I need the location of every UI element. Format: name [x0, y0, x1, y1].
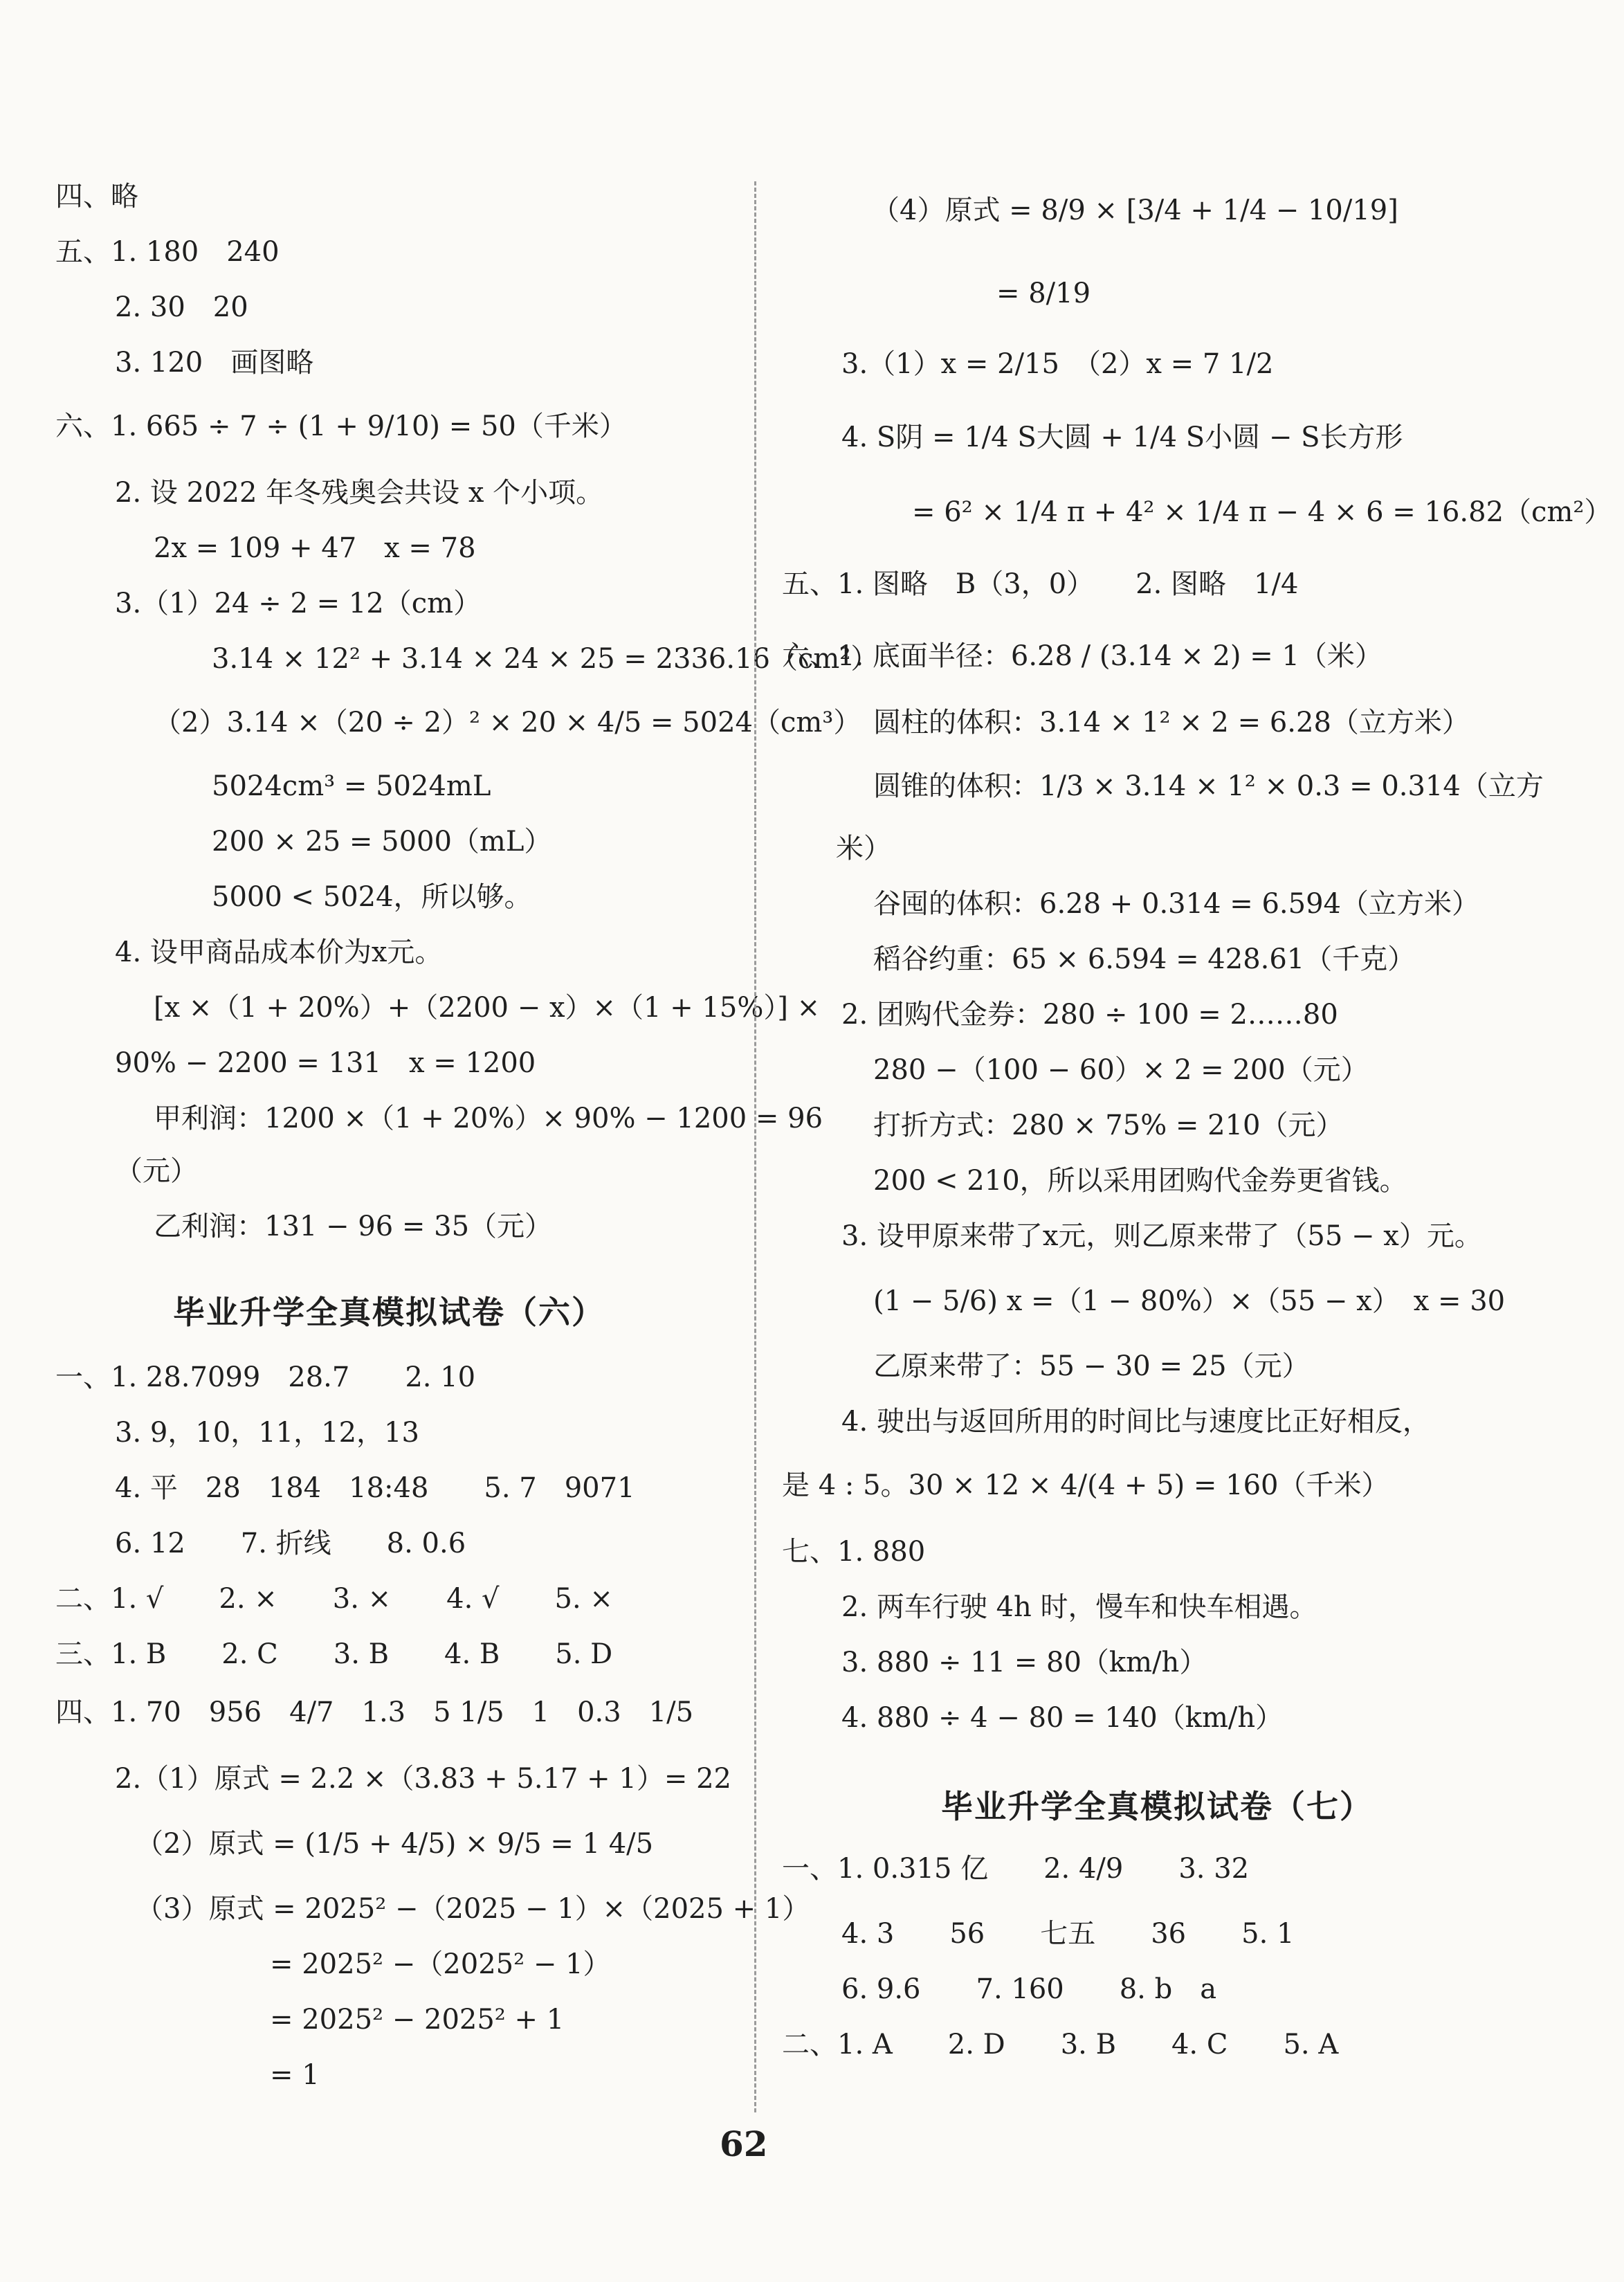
answer-line: 200 < 210，所以采用团购代金券更省钱。	[873, 1165, 1407, 1197]
answer-line: 七、1. 880	[782, 1536, 926, 1568]
answer-line: 4. 880 ÷ 4 − 80 = 140（km/h）	[841, 1702, 1284, 1734]
page-number: 62	[720, 2123, 768, 2164]
section-title: 毕业升学全真模拟试卷（七）	[941, 1788, 1373, 1825]
answer-line: 圆柱的体积：3.14 × 1² × 2 = 6.28（立方米）	[873, 707, 1470, 739]
answer-line: 一、1. 0.315 亿 2. 4/9 3. 32	[782, 1853, 1250, 1885]
answer-line: （2）3.14 ×（20 ÷ 2）² × 20 × 4/5 = 5024（cm³）	[154, 707, 861, 739]
answer-line: = 2025² −（2025² − 1）	[270, 1948, 611, 1980]
answer-line: 二、1. √ 2. × 3. × 4. √ 5. ×	[55, 1583, 613, 1615]
answer-line: 4. S阴 = 1/4 S大圆 + 1/4 S小圆 − S长方形	[841, 422, 1403, 453]
answer-line: 280 −（100 − 60）× 2 = 200（元）	[873, 1054, 1369, 1086]
answer-line: 4. 平 28 184 18:48 5. 7 9071	[115, 1472, 635, 1504]
answer-line: 3.（1）x = 2/15 （2）x = 7 1/2	[841, 348, 1274, 380]
answer-line: 5000 < 5024，所以够。	[212, 881, 532, 913]
answer-line: 3. 设甲原来带了x元，则乙原来带了（55 − x）元。	[841, 1220, 1482, 1252]
answer-line: 3.14 × 12² + 3.14 × 24 × 25 = 2336.16（cm²）	[212, 643, 879, 675]
answer-line: 五、1. 图略 B（3，0） 2. 图略 1/4	[782, 568, 1299, 600]
answer-line: 圆锥的体积：1/3 × 3.14 × 1² × 0.3 = 0.314（立方	[873, 770, 1544, 802]
answer-line: 4. 设甲商品成本价为x元。	[115, 936, 443, 968]
answer-line: 200 × 25 = 5000（mL）	[212, 826, 552, 858]
answer-line: 90% − 2200 = 131 x = 1200	[115, 1047, 536, 1079]
answer-line: 4. 驶出与返回所用的时间比与速度比正好相反，	[841, 1406, 1430, 1438]
answer-line: 甲利润：1200 ×（1 + 20%）× 90% − 1200 = 96	[154, 1103, 823, 1134]
answer-line: 3. 120 画图略	[115, 347, 314, 379]
answer-line: 四、略	[55, 181, 138, 212]
section-title: 毕业升学全真模拟试卷（六）	[173, 1294, 605, 1331]
answer-line: 是 4 : 5。30 × 12 × 4/(4 + 5) = 160（千米）	[782, 1469, 1389, 1501]
answer-line: = 1	[270, 2059, 320, 2091]
answer-line: 2. 两车行驶 4h 时，慢车和快车相遇。	[841, 1591, 1317, 1623]
answer-line: 二、1. A 2. D 3. B 4. C 5. A	[782, 2029, 1339, 2061]
answer-line: 2.（1）原式 = 2.2 ×（3.83 + 5.17 + 1）= 22	[115, 1763, 731, 1795]
answer-line: 6. 12 7. 折线 8. 0.6	[115, 1528, 466, 1559]
answer-line: 4. 3 56 七五 36 5. 1	[841, 1918, 1295, 1950]
answer-line: 米）	[836, 833, 891, 864]
answer-line: （3）原式 = 2025² −（2025 − 1）×（2025 + 1）	[136, 1893, 810, 1925]
answer-line: 2. 30 20	[115, 291, 248, 323]
column-divider	[754, 181, 756, 2112]
answer-line: （2）原式 = (1/5 + 4/5) × 9/5 = 1 4/5	[136, 1828, 654, 1860]
answer-line: = 8/19	[996, 278, 1091, 309]
answer-line: [x ×（1 + 20%）+（2200 − x）×（1 + 15%）] ×	[154, 992, 821, 1024]
answer-line: （元）	[115, 1155, 198, 1187]
answer-line: 四、1. 70 956 4/7 1.3 5 1/5 1 0.3 1/5	[55, 1696, 694, 1728]
answer-line: (1 − 5/6) x =（1 − 80%）×（55 − x） x = 30	[873, 1285, 1506, 1317]
answer-line: 3.（1）24 ÷ 2 = 12（cm）	[115, 588, 482, 619]
answer-line: = 2025² − 2025² + 1	[270, 2004, 565, 2036]
answer-line: 五、1. 180 240	[55, 236, 280, 268]
answer-line: 一、1. 28.7099 28.7 2. 10	[55, 1361, 476, 1393]
answer-line: 六、1. 665 ÷ 7 ÷ (1 + 9/10) = 50（千米）	[55, 410, 627, 442]
answer-line: 3. 880 ÷ 11 = 80（km/h）	[841, 1647, 1207, 1678]
answer-line: 2x = 109 + 47 x = 78	[154, 532, 476, 564]
answer-line: 6. 9.6 7. 160 8. b a	[841, 1973, 1217, 2005]
answer-line: = 6² × 1/4 π + 4² × 1/4 π − 4 × 6 = 16.82（cm²）	[912, 496, 1612, 528]
answer-line: 乙利润：131 − 96 = 35（元）	[154, 1211, 553, 1242]
answer-line: 稻谷约重：65 × 6.594 = 428.61（千克）	[873, 943, 1416, 975]
answer-line: 2. 设 2022 年冬残奥会共设 x 个小项。	[115, 477, 604, 509]
answer-line: 谷囤的体积：6.28 + 0.314 = 6.594（立方米）	[873, 888, 1479, 920]
answer-line: （4）原式 = 8/9 × [3/4 + 1/4 − 10/19]	[872, 194, 1398, 226]
answer-line: 打折方式：280 × 75% = 210（元）	[873, 1110, 1344, 1141]
answer-line: 六、1. 底面半径：6.28 / (3.14 × 2) = 1（米）	[782, 640, 1383, 672]
answer-line: 三、1. B 2. C 3. B 4. B 5. D	[55, 1638, 613, 1670]
answer-line: 5024cm³ = 5024mL	[212, 770, 491, 802]
answer-line: 2. 团购代金券：280 ÷ 100 = 2……80	[841, 999, 1338, 1031]
answer-line: 乙原来带了：55 − 30 = 25（元）	[873, 1350, 1310, 1382]
answer-line: 3. 9，10，11，12，13	[115, 1417, 419, 1449]
